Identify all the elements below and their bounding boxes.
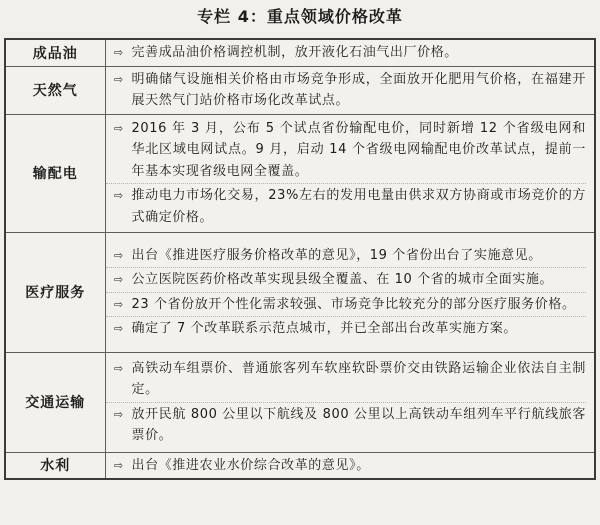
outline-right-arrow-icon: ⇨ [113, 458, 124, 472]
section-category: 水利 [5, 452, 105, 479]
section-row [5, 114, 595, 232]
outline-right-arrow-icon: ⇨ [113, 273, 124, 286]
list-item [106, 357, 587, 402]
item-text: 高铁动车组票价、普通旅客列车软座软卧票价交由铁路运输企业依法自主制定。 [131, 360, 586, 397]
section-category: 天然气 [5, 66, 105, 114]
outline-right-arrow-icon: ⇨ [113, 361, 124, 375]
item-text: 出台《推进农业水价综合改革的意见》。 [131, 457, 370, 473]
list-item [106, 402, 587, 448]
list-item [106, 292, 587, 317]
item-text: 推动电力市场化交易，23%左右的发用电量由供求双方协商或市场竞价的方式确定价格。 [131, 188, 586, 225]
item-text: 出台《推进医疗服务价格改革的意见》，19 个省份出台了实施意见。 [131, 247, 542, 263]
section-category: 医疗服务 [5, 232, 105, 352]
section-row [5, 39, 595, 66]
item-text: 完善成品油价格调控机制，放开液化石油气出厂价格。 [131, 45, 458, 60]
section-row [5, 66, 595, 114]
page-title: 专栏 4：重点领域价格改革 [197, 7, 403, 26]
outline-right-arrow-icon: ⇨ [113, 322, 124, 335]
outline-right-arrow-icon: ⇨ [113, 189, 124, 203]
outline-right-arrow-icon: ⇨ [113, 121, 124, 135]
section-row [5, 452, 595, 479]
outline-right-arrow-icon: ⇨ [113, 297, 124, 311]
item-text: 2016 年 3 月，公布 5 个试点省份输配电价，同时新增 12 个省级电网和华北区域电网试点。9 月，启动 14 个省级电网输配电价改革试点，提前一年基本实现省级电网全覆盖。 [131, 120, 586, 179]
section-row [5, 352, 595, 452]
outline-right-arrow-icon: ⇨ [113, 46, 124, 59]
list-item [106, 68, 587, 113]
item-text: 23 个省份放开个性化需求较强、市场竞争比较充分的部分医疗服务价格。 [131, 296, 576, 312]
outline-right-arrow-icon: ⇨ [113, 248, 124, 262]
section-category: 交通运输 [5, 352, 105, 452]
item-text: 放开民航 800 公里以下航线及 800 公里以上高铁动车组列车平行航线旅客票价。 [131, 406, 586, 443]
section-category: 输配电 [5, 114, 105, 232]
item-text: 明确储气设施相关价格由市场竞争形成，全面放开化肥用气价格，在福建开展天然气门站价格市场化改革试点。 [131, 71, 586, 108]
list-item [106, 454, 587, 478]
reform-table [4, 38, 596, 480]
item-text: 公立医院医药价格改革实现县级全覆盖、在 10 个省的城市全面实施。 [131, 272, 554, 287]
list-item [106, 267, 587, 292]
list-item [106, 41, 587, 65]
outline-right-arrow-icon: ⇨ [113, 72, 124, 86]
item-text: 确定了 7 个改革联系示范点城市，并已全部出台改革实施方案。 [131, 321, 518, 336]
list-item [106, 244, 587, 268]
outline-right-arrow-icon: ⇨ [113, 407, 124, 421]
list-item [106, 183, 587, 229]
list-item [106, 316, 587, 341]
section-category: 成品油 [5, 39, 105, 66]
section-row [5, 232, 595, 352]
list-item [106, 117, 587, 184]
